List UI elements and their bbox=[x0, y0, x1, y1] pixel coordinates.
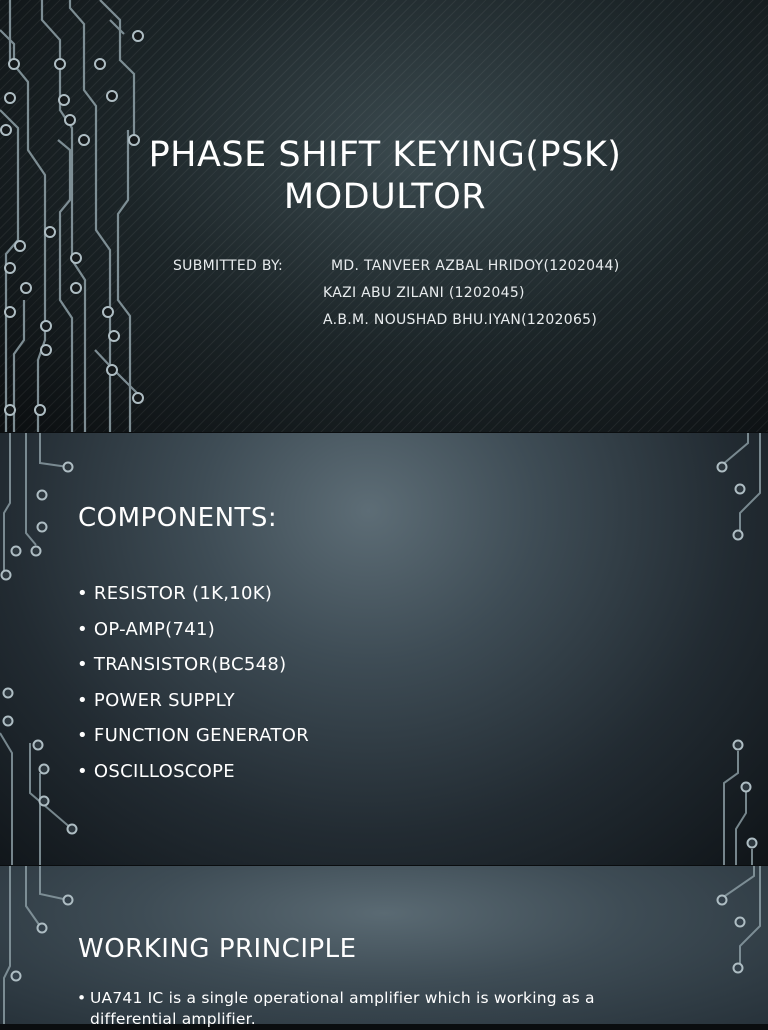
list-item: • FUNCTION GENERATOR bbox=[77, 722, 309, 758]
working-principle-paragraph: • UA741 IC is a single operational amplifier which is working as a differential amplifier. bbox=[77, 988, 637, 1030]
list-item: • RESISTOR (1K,10K) bbox=[77, 580, 309, 616]
member-name-3: A.B.M. NOUSHAD BHU.IYAN(1202065) bbox=[323, 312, 598, 328]
submitted-by-label: SUBMITTED BY: bbox=[173, 258, 284, 274]
bullet-text: UA741 IC is a single operational amplifier which is working as a differential amplifier. bbox=[90, 989, 595, 1028]
list-item: • POWER SUPPLY bbox=[77, 687, 309, 723]
member-name-2: KAZI ABU ZILANI (1202045) bbox=[323, 285, 525, 301]
working-principle-heading: WORKING PRINCIPLE bbox=[78, 934, 357, 964]
circuit-decoration-left bbox=[0, 866, 80, 1024]
title-slide bbox=[0, 0, 768, 432]
slide-title: PHASE SHIFT KEYING(PSK) MODULTOR bbox=[148, 135, 622, 217]
components-heading: COMPONENTS: bbox=[78, 503, 278, 533]
circuit-decoration-left bbox=[0, 433, 80, 865]
member-name-1: MD. TANVEER AZBAL HRIDOY(1202044) bbox=[331, 258, 620, 274]
circuit-decoration-right bbox=[700, 433, 768, 865]
circuit-decoration-right bbox=[700, 866, 768, 1024]
list-item: • TRANSISTOR(BC548) bbox=[77, 651, 309, 687]
list-item: • OP-AMP(741) bbox=[77, 616, 309, 652]
list-item: • OSCILLOSCOPE bbox=[77, 758, 309, 794]
components-list bbox=[77, 580, 309, 794]
